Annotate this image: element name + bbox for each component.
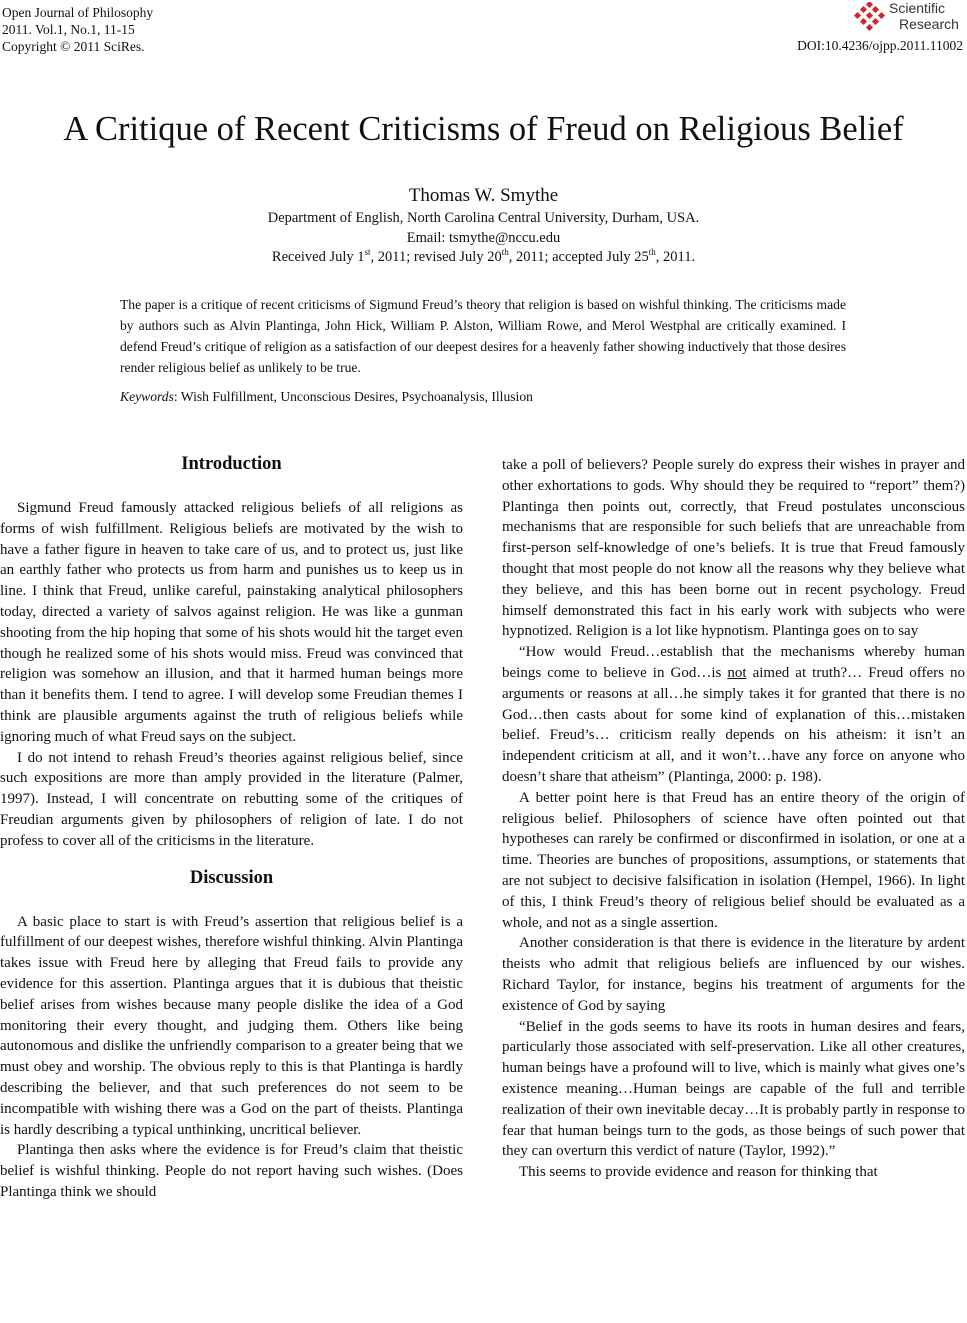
logo-text: Scientific Research <box>889 0 959 32</box>
author-name: Thomas W. Smythe <box>408 185 559 206</box>
diamond-cluster-icon <box>853 2 887 34</box>
paragraph: take a poll of believers? People surely do express their wishes in prayer and other exhortations to gods. Why should they be required to “report” them?) Plantinga then points out, correctly, that Freud postulates unconscious mechanisms that are responsible for such beliefs that are unreachable from first-person self-knowledge of one’s beliefs. It is true that Freud famously thought that most people do not know all the reasons why they believe what they believe, and this has been borne out in recent psychology. Freud himself demonstrated this fact in his early work with subjects who were hypnotized. Religion is a lot like hypnotism. Plantinga goes on to say <box>502 457 965 640</box>
introduction-heading: Introduction <box>181 454 282 474</box>
paragraph: I do not intend to rehash Freud’s theories against religious belief, since such expositions are more than amply provided in the literature (Palmer, 1997). Instead, I will concentrate on rebutting some of the critiques of Freudian arguments given by philosophers of religion of late. I do not profess to cover all of the criticisms in the literature. <box>0 749 463 849</box>
journal-volume: 2011. Vol.1, No.1, 11-15 <box>2 22 135 37</box>
discussion-heading: Discussion <box>189 867 274 888</box>
paragraph: This seems to provide evidence and reason for thinking that <box>519 1164 878 1181</box>
journal-name: Open Journal of Philosophy <box>2 5 154 20</box>
publisher-logo <box>853 0 963 36</box>
author-email: Email: tsmythe@nccu.edu <box>406 230 561 246</box>
paper-title: A Critique of Recent Criticisms of Freud on Religious Belief <box>63 110 904 148</box>
right-column <box>502 455 965 1183</box>
doi-label: DOI:10.4236/ojpp.2011.11002 <box>797 38 963 53</box>
author-affiliation: Department of English, North Carolina Central University, Durham, USA. <box>267 210 700 226</box>
keywords-label: Keywords <box>120 389 174 404</box>
block-quote: “How would Freud…establish that the mechanisms whereby human beings come to believe in God…is not aimed at truth?… Freud offers no arguments or reasons at all…he simply takes it for granted that there is no God…then casts about for some kind of explanation of this…mistaken belief. Freud’s… criticism really depends on his atheism: it isn’t an independent criticism at all, and it won’t…have any force on anyone who doesn’t share that atheism” (Plantinga, 2000: p. 198). <box>502 644 965 785</box>
paragraph: Plantinga then asks where the evidence is for Freud’s claim that theistic belief is wishful thinking. People do not report having such wishes. (Does Plantinga think we should <box>0 1142 463 1200</box>
abstract: The paper is a critique of recent criticisms of Sigmund Freud’s theory that religion is based on wishful thinking. The criticisms made by authors such as Alvin Plantinga, John Hick, William P. Alston, William Rowe, and Merol Westphal are critically examined. I defend Freud’s critique of religion as a satisfaction of our deepest desires for a heavenly father showing inductively that those desires render religious belief as unlikely to be true. <box>120 297 846 375</box>
paragraph: Another consideration is that there is evidence in the literature by ardent theists who admit that religious beliefs are influenced by our wishes. Richard Taylor, for instance, begins his treatment of arguments for the existence of God by saying <box>502 935 965 1014</box>
left-column <box>0 452 463 1203</box>
keywords-list: : Wish Fulfillment, Unconscious Desires, Psychoanalysis, Illusion <box>173 389 533 404</box>
journal-header <box>2 4 153 55</box>
block-quote: “Belief in the gods seems to have its roots in human desires and fears, particularly those associated with self-preservation. Like all other creatures, human beings have a profound will to live, which is mainly what gives one’s existence meaning…Human beings are capable of the full and terrible realization of their own inevitable decay…It is probably partly in response to fear that human beings turn to the gods, as those beings of such power that they can overturn this verdict of nature (Taylor, 1992).” <box>502 1018 965 1160</box>
keywords <box>120 387 846 407</box>
paragraph: Sigmund Freud famously attacked religious beliefs of all religions as forms of wish fulfillment. Religious beliefs are motivated by the wish to have a father figure in heaven to take care of us, and to protect us, just like an earthly father who protects us from harm and punishes us to keep us in line. I think that Freud, unlike careful, painstaking analytical philosophers today, directed a variety of salvos against religion. He was like a gunman shooting from the hip hoping that some of his shots would hit the target even though he realized some of his shots would miss. Freud was convinced that religion was somehow an illusion, and that it harmed human beings more than it benefits them. I tend to agree. I will develop some Freudian themes I think are plausible arguments against the truth of religious beliefs while ignoring much of what Freud says on the subject. <box>0 500 463 745</box>
received-dates: Received July 1st, 2011; revised July 20th, 2011; accepted July 25th, 2011. <box>271 247 696 265</box>
paragraph: A basic place to start is with Freud’s assertion that religious belief is a fulfillment of our deepest wishes, therefore wishful thinking. Alvin Plantinga takes issue with Freud here by alleging that Freud fails to provide any evidence for this assertion. Plantinga argues that it is dubious that theistic belief arises from wishes because many people dislike the idea of a God monitoring their every thought, and judging them. Others like being autonomous and dislike the unfriendly comparison to a greater being that we must obey and worship. The obvious reply to this is that Plantinga is hardly describing the believer, and that such preferences do not seem to be incompatible with wishing there was a God on the part of theists. Plantinga is hardly describing a typical unthinking, uncritical believer. <box>0 913 463 1138</box>
paragraph: A better point here is that Freud has an entire theory of the origin of religious belief. Philosophers of science have often pointed out that hypotheses can rarely be confirmed or disconfirmed in isolation, or one at a time. Theories are bunches of propositions, assumptions, or statements that are not subject to decisive falsification in isolation (Hempel, 1966). In light of this, I think Freud’s theory of religious belief should be evaluated as a whole, and not as a single assertion. <box>502 789 965 931</box>
copyright-line: Copyright © 2011 SciRes. <box>2 39 145 54</box>
